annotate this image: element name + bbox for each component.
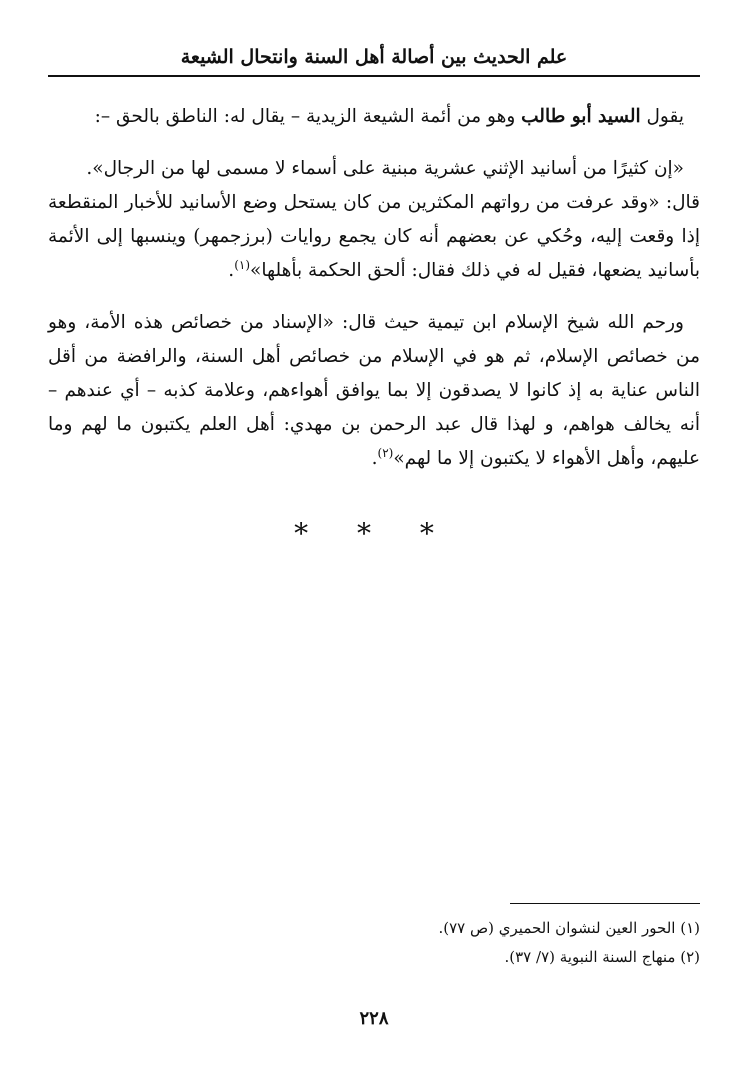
page-number: ٢٢٨ [359,1008,389,1029]
paragraph-1 [48,100,700,134]
paragraph-3-text: ورحم الله شيخ الإسلام ابن تيمية حيث قال: «الإسناد من خصائص هذه الأمة، وهو من خصائص الإسلام، ثم هو في الإسلام من خصائص أهل السنة، والرافضة من أقل الناس عناية به إذ كانوا لا يصدقون إلا بما يوافق أهواءهم، وعلامة كذبه – أي عندهم – أنه يخالف هواهم، و لهذا قال عبد الرحمن بن مهدي: أهل العلم يكتبون ما لهم وما عليهم، وأهل الأهواء لا يكتبون إلا ما لهم» [48,312,700,469]
header-divider [48,75,700,77]
paragraph-3 [48,306,700,476]
footnotes [48,914,700,972]
main-text [48,100,700,488]
paragraph-3-end: . [371,448,378,469]
paragraph-1-lead: يقول [640,106,684,127]
footnote-1: (١) الحور العين لنشوان الحميري (ص ٧٧). [438,919,700,937]
book-page [48,0,700,1074]
footnote-2: (٢) منهاج السنة النبوية (٧/ ٣٧). [504,948,700,966]
footnote-ref-2[interactable]: (٢) [377,445,394,460]
paragraph-1-bold-name: السيد أبو طالب [521,106,641,127]
paragraph-1-text: وهو من أئمة الشيعة الزيدية – يقال له: الناطق بالحق –: [94,106,522,127]
section-separator: * * * [294,517,454,550]
running-header: علم الحديث بين أصالة أهل السنة وانتحال الشيعة [180,46,568,68]
paragraph-2 [48,152,700,288]
paragraph-2-quote: «إن كثيرًا من أسانيد الإثني عشرية مبنية على أسماء لا مسمى لها من الرجال». [86,158,684,179]
footnote-divider [510,903,700,904]
paragraph-2-end: . [228,260,235,281]
footnote-ref-1[interactable]: (١) [234,257,251,272]
paragraph-2-text: قال: «وقد عرفت من رواتهم المكثرين من كان يستحل وضع الأسانيد للأخبار المنقطعة إذا وقعت إليه، وحُكي عن بعضهم أنه كان يجمع روايات (برزجمهر) وينسبها إلى الأئمة بأسانيد يضعها، فقيل له في ذلك فقال: ألحق الحكمة بأهلها» [48,192,700,281]
